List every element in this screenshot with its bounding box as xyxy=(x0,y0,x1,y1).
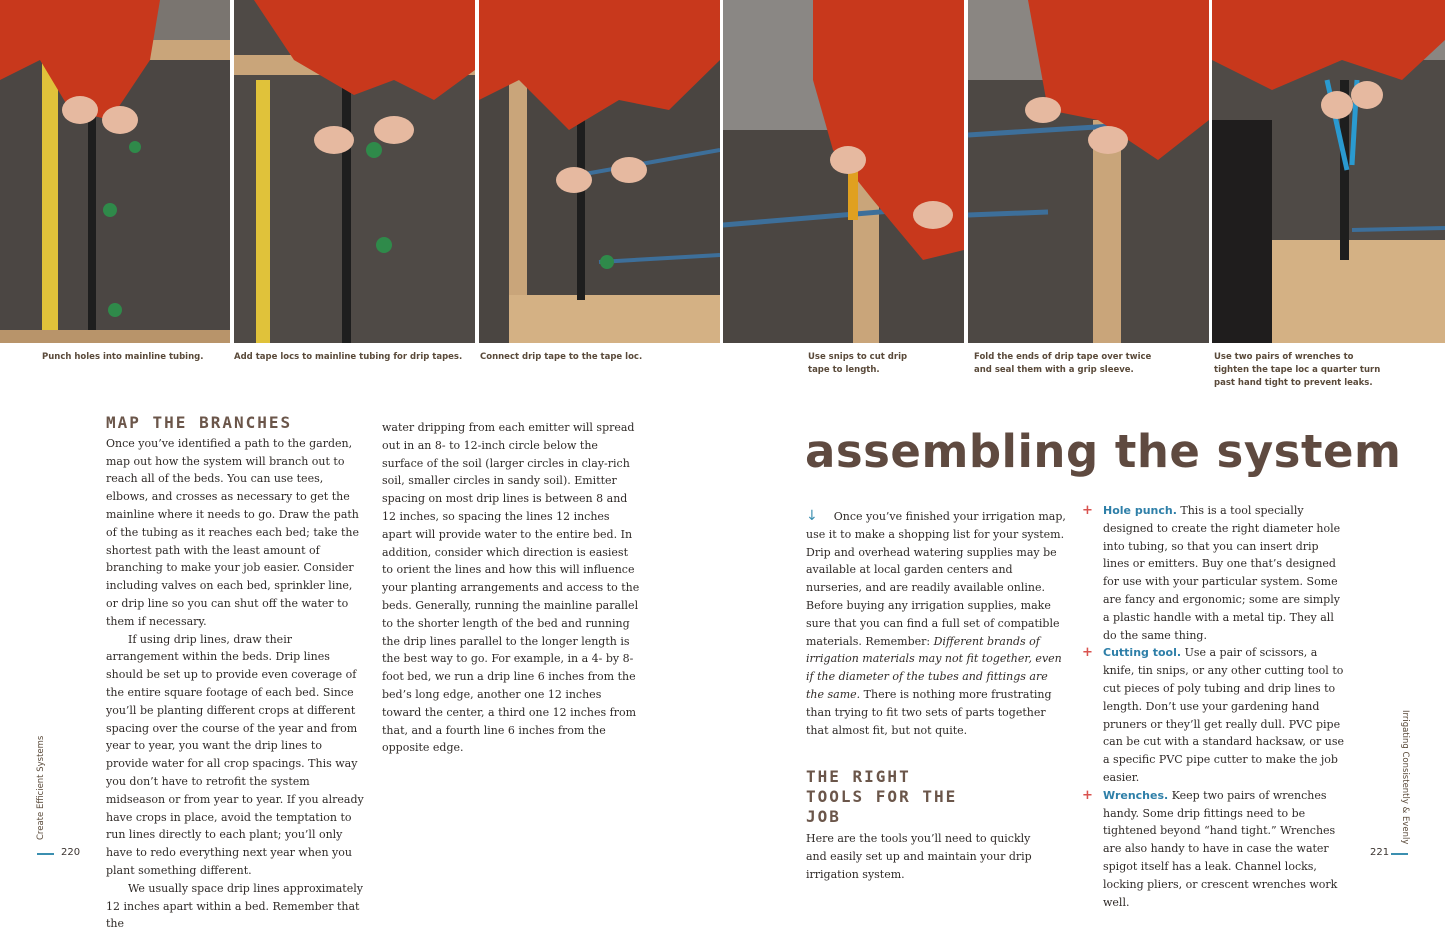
section-heading-map-branches: MAP THE BRANCHES xyxy=(106,413,293,432)
tool-text: Use a pair of scissors, a knife, tin snips, or any other cutting tool to cut pieces of poly tubing and drip lines to length. Don’t use your gardening hand pruners or they’ll get really dull. PVC pipe can be cut with a standard hacksaw, or use a specific PVC pipe cutter to make the job easier. xyxy=(1103,646,1344,784)
paragraph: We usually space drip lines approximately 12 inches apart within a bed. Remember that the xyxy=(106,881,363,931)
tool-name: Cutting tool. xyxy=(1103,646,1182,660)
paragraph: If using drip lines, draw their arrangement within the beds. Drip lines should be set up to provide even coverage of the entire square footage of each bed. Since you’ll be planting different crops at different spacing over the course of the year and from year to year, you want the drip lines to provide water for all crop spacings. This way you don’t have to retrofit the system midseason or from year to year. If you already have crops in place, avoid the temptation to run lines directly to each plant; you’ll only have to redo everything next year when you plant something different. xyxy=(106,632,364,877)
paragraph: water dripping from each emitter will spread out in an 8- to 12-inch circle below the surface of the soil (larger circles in clay-rich soil, smaller circles in sandy soil). Emitter spacing on most drip lines is between 8 and 12 inches, so spacing the lines 12 inches apart will provide water to the entire bed. In addition, consider which direction is easiest to orient the lines and how this will influence your planting arrangements and access to the beds. Generally, running the mainline parallel to the shorter length of the bed and running the drip lines parallel to the longer length is the best way to go. For example, in a 4- by 8-foot bed, we run a drip line 6 inches from the bed’s long edge, another one 12 inches toward the center, a third one 12 inches from that, and a fourth line 6 inches from the opposite edge. xyxy=(382,421,640,755)
photo-caption: Fold the ends of drip tape over twice and seal them with a grip sleeve. xyxy=(974,352,1152,375)
photo-snips xyxy=(723,0,964,343)
plus-icon: + xyxy=(1082,787,1093,803)
intro-text: Once you’ve finished your irrigation map, use it to make a shopping list for your system. Drip and overhead watering supplies may be available at local garden centers and nurseries, and are readily available online. Before buying any irrigation supplies, make sure that you can find a full set of compatible materials. Remember: xyxy=(806,510,1066,648)
right-column-1 xyxy=(806,508,1066,884)
folio-rule xyxy=(1391,853,1408,855)
intro-italic: Different brands of irrigation materials may not fit together, even if the diameter of the tubes and fittings are the same. xyxy=(806,634,1062,701)
tool-text: Keep two pairs of wrenches handy. Some drip fittings need to be tightened beyond “hand tight.” Wrenches are also handy to have in case the water spigot itself has a leak. Channel locks, locking pliers, or crescent wrenches work well. xyxy=(1103,788,1338,909)
photo-caption: Punch holes into mainline tubing. xyxy=(42,352,204,362)
running-head-left: Create Efficient Systems xyxy=(36,735,46,840)
photo-caption: Connect drip tape to the tape loc. xyxy=(480,352,643,362)
photo-punch-holes xyxy=(0,0,230,343)
section-heading-right-tools: THE RIGHT TOOLS FOR THE JOB xyxy=(806,767,958,827)
page-number-right: 221 xyxy=(1370,847,1390,858)
chapter-title: assembling the system xyxy=(805,425,1402,478)
arrow-down-icon: ↓ xyxy=(806,508,818,524)
tool-item-cutting-tool xyxy=(1082,644,1345,786)
running-head-right: Irrigating Consistently & Evenly xyxy=(1400,710,1410,845)
intro-end: There is nothing more frustrating than trying to fit two sets of parts together that almost fit, but not quite. xyxy=(806,687,1052,737)
plus-icon: + xyxy=(1082,645,1093,661)
photo-strip xyxy=(0,0,1445,343)
photo-connect-drip-tape xyxy=(479,0,720,343)
photo-caption: Use two pairs of wrenches to tighten the tape loc a quarter turn past hand tight to prevent leaks. xyxy=(1214,352,1381,388)
subintro-text: Here are the tools you’ll need to quickly and easily set up and maintain your drip irrigation system. xyxy=(806,832,1032,881)
photo-caption: Add tape locs to mainline tubing for drip tapes. xyxy=(234,352,463,362)
photo-tape-locs xyxy=(234,0,475,343)
tool-item-wrenches xyxy=(1082,787,1345,912)
folio-rule xyxy=(37,853,54,855)
right-column-2 xyxy=(1082,502,1345,911)
photo-caption: Use snips to cut drip tape to length. xyxy=(808,352,908,375)
plus-icon: + xyxy=(1082,503,1093,518)
tool-name: Hole punch. xyxy=(1103,504,1177,517)
photo-grip-sleeve xyxy=(968,0,1209,343)
paragraph: Once you’ve identified a path to the garden, map out how the system will branch out to reach all of the beds. You can use tees, elbows, and crosses as necessary to get the mainline where it needs to go. Draw the path of the tubing as it reaches each bed; take the shortest path with the least amount of branching to make your job easier. Consider including valves on each bed, sprinkler line, or drip line so you can shut off the water to them if necessary. xyxy=(106,436,360,628)
left-column-1 xyxy=(106,414,364,933)
photo-wrenches xyxy=(1212,0,1445,343)
tool-name: Wrenches. xyxy=(1103,788,1169,802)
page-number-left: 220 xyxy=(61,847,81,858)
tool-text: This is a tool specially designed to create the right diameter hole into tubing, so that you can insert drip lines or emitters. Buy one that’s designed for use with your particular system. Some are fancy and ergonomic; some are simply a plastic handle with a metal tip. They all do the same thing. xyxy=(1103,504,1341,642)
tool-item-hole-punch xyxy=(1082,502,1345,644)
left-column-2 xyxy=(382,419,640,757)
